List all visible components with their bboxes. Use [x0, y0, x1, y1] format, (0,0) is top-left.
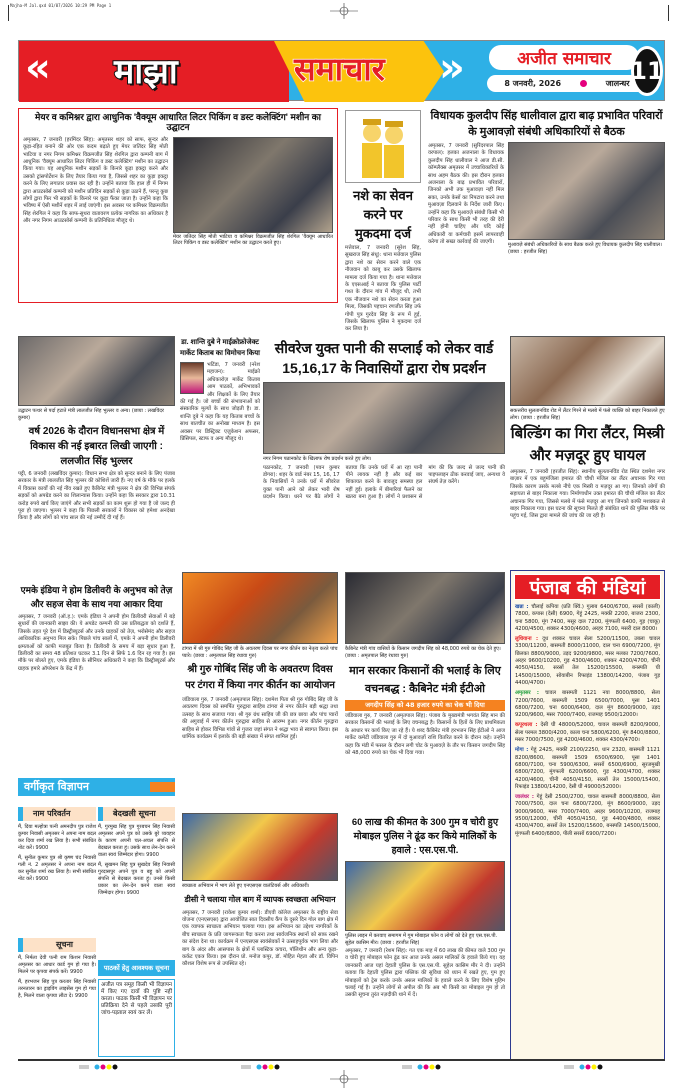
mandi-rates: गेहूं देसी 2500/2700, चावल बासमती 8000/8800, सेला 7000/7500, दाल चना 6800/7200, मूंग 8600/9000, उड़द 9000/9600, मसर 7000/7400, अरहर 9600/10200, राजमाह 9500/12000, चीनी 4050/4150, गुड़ 4400/4800, शक्कर 4300/4700, सरसों तेल 15200/15600, बनस्पति 14500/15000, मूंगफली 6400/6800, पीली सरसों 6900/7200। [515, 794, 660, 837]
headline: वर्ष 2026 के दौरान विधानसभा क्षेत्र में विकास की नई इबारत लिखी जाएगी : ललजीत सिंह भुल्लर [28, 426, 165, 467]
crop-mark [668, 5, 669, 21]
photo-farmer-cheque [345, 572, 505, 644]
issue-city: जालन्धर [605, 79, 630, 88]
article-body-wrap [23, 137, 333, 299]
mandi-rates: चावल बासमती 1121 नया 8000/8800, सेला 7200/7600, बासमती 1509 6500/7000, पूसा 1401 6800/7200, चना 6000/6400, दाल मूंग 8600/9000, उड़द 9200/9600, मसर 7000/7400, राजमाह 9500/12000। [515, 690, 660, 719]
photo-nagar-kirtan [182, 572, 338, 644]
photo-caption: मेयर जतिंदर सिंह मोती भाटिया व कमिश्नर विक्रमजीत सिंह शेरगिल 'वैक्यूम आधारित लिटर पिकिंग व डस्ट कलेक्टिंग' मशीन का उद्घाटन करते हुए। [173, 233, 333, 247]
headline: बिल्डिंग का गिरा लैंटर, मिस्त्री और मज़दूर हुए घायल [510, 425, 665, 464]
article-building [510, 336, 665, 568]
mandi-rates: गेहूं 2425, मक्की 2100/2250, धान 2320, बासमती 1121 8200/8600, बासमती 1509 6500/6900, पूसा 1401 6800/7100, चना 5900/6300, सरसों 6500/6900, सूरजमुखी 6800/7200, मूंगफली 6200/6600, गुड़ 4300/4700, शक्कर 4200/4600, चीनी 4050/4150, सरसों तेल 15000/15400, रिफाइंड 13800/14200, देसी घी 49000/52000। [515, 747, 660, 790]
mandi-rates: देसी घी 48000/52000, चावल बासमती 8200/9000, सेला परमल 3800/4200, काला चना 5800/6200, मूंग 8400/8800, मसर 7000/7500, गुड़ 4200/4600, शक्कर 4300/4700। [515, 722, 660, 744]
photo-caption: सकत्तरीय सुलतानविंड रोड में लैंटर गिरने से मलबे में फंसे व्यक्ति को बाहर निकालते हुए लोग। (छाया : हरजीत सिंह) [510, 408, 665, 421]
article-bhullar [18, 336, 175, 578]
article-body: अमृतसर, 7 जनवरी (रेशम सिंह): गत एक माह में 60 लाख की कीमत वाले 300 गुम व चोरी हुए मोबाइल फोन ढूंढ कर आज उनके असल मालिकों के हवाले किये गए। यह जानकारी आज यहां देहाती पुलिस के एस.एस.पी. सुहेल कासिम मीर ने दी। उन्होंने बताया कि देहाती पुलिस द्वारा पब्लिक की सुविधा को ध्यान में रखते हुए, गुम हुए मोबाइलों को ट्रेस करके उनके असल मालिकों के हवाले करने के लिए विशेष मुहिम चलाई गई है। उन्होंने लोगों से अपील की कि अब भी किसी का मोबाइल गुम हो तो उसकी सूचना तुरंत नज़दीकी थाने में दें। [345, 948, 505, 999]
article-body-wrap [180, 362, 260, 580]
article-mobiles [345, 816, 505, 1056]
subheadline-bar: जगदीप सिंह को 48 हजार रुपये का चेक भी दिया [345, 700, 505, 711]
photo-building-collapse [510, 336, 665, 406]
notice-header: सूचना [18, 938, 96, 952]
name-change-list [18, 824, 96, 934]
mandi-entry [515, 747, 660, 791]
headline: नशे का सेवन करने पर मुकदमा दर्ज [353, 188, 413, 241]
section-title-samachar: समाचार [294, 50, 385, 88]
eviction-header: बेदखली सूचना [98, 807, 175, 821]
registration-mark-icon [330, 1070, 358, 1088]
mandi-rates-box [510, 570, 665, 1060]
headline: डा. शान्ति दुबे ने माईक्रोफ्रोजेक्ट मार्केट किताब का विमोचन किया [180, 339, 260, 357]
photo-credit: (छाया : हरजीत सिंह) [508, 248, 548, 255]
article-farmers [345, 572, 505, 800]
headline: 60 लाख की कीमत के 300 गुम व चोरी हुए मोबाइल पुलिस ने ढूंढ कर किये मालिकों के हवाले : एस.एस.पी. [351, 817, 499, 856]
issue-date: 8 जनवरी, 2026 [504, 79, 562, 88]
article-body: अमृतसर, 7 जनवरी (हरजीत सिंह): स्थानीय सुलतानविंड रोड स्थित दशमेश नगर बाज़ार में एक बहुमंजिला इमारत की चौथी मंजिल का लैंटर अचानक गिर गया जिसके कारण उसके मलबे नीचे एक मिस्त्री व मज़दूर आ गए। जिनको लोगों की सहायता से बाहर निकाला गया। निर्माणाधीन उक्त इमारत की चौथी मंजिल का लैंटर अचानक गिर गया, जिससे मलबे में फंसे मज़दूर आ गए जिनको काफी मशक्कत से बाहर निकाला गया। इस घटना की सूचना मिलते ही संबंधित थाने की पुलिस मौके पर पहुंच गई, जिस द्वारा मामले की जांच की जा रही है। [510, 469, 665, 520]
article-drugs [345, 110, 422, 333]
article-body: जंडियाला गुरु, 7 जनवरी (अमृतपाल सिंह): पंजाब के मुख्यमंत्री भगवंत सिंह मान की सरकार किसानों की भलाई के लिए वचनबद्ध है। किसानों के हितों के लिए प्राथमिकता के आधार पर कार्य किए जा रहे हैं। ये शब्द कैबिनेट मंत्री हरभजन सिंह ईटीओ ने आज मार्केट कमेटी जंडियाला गुरु में दो मुआवज़ों राशि वितरित करने के दौरान कहे। उन्होंने कहा कि मंडी में फसल के दौरान लगी चोट के मुआवज़े के तौर पर किसान जगदीप सिंह को 48,000 रुपये का चेक भी दिया गया। [345, 713, 505, 757]
headline: विधायक कुलदीप सिंह धालीवाल द्वारा बाढ़ प्रभावित परिवारों के मुआवज़ो संबंधी अधिकारियों से बैठक [430, 110, 663, 138]
mandi-entry [515, 636, 660, 687]
mandi-city: जालंधर : [515, 794, 534, 801]
photo-caption: नगर निगम पठानकोट के खिलाफ रोष प्रदर्शन करते हुए लोग। [263, 456, 372, 462]
classified-notice: मैं, दिया मल्होत्रा पत्नी अमनदीप पुत्र राजेश कुमार निवासी अमृतसर ने अपना नाम बदल कर दिया शर्मा रख लिया है। सभी संबंधित नोट करें। 9900 [18, 824, 96, 851]
mandi-city: खन्ना : [515, 604, 529, 610]
article-body: पठानकोट, 7 जनवरी (पवन कुमार डोगरा): शहर के वार्ड नंबर 15, 16, 17 के निवासियों ने उनके घरों में सीवरेज युक्त पानी आने को लेकर भारी रोष प्रदर्शन किया। धरने पर बैठे लोगों ने बताया कि उनके घरों में आ रहा पानी पीने लायक नहीं है और कई बार शिकायत करने के बावजूद समस्या हल नहीं हुई। इलाके में बीमारियां फैलने का खतरा बना हुआ है। लोगों ने प्रशासन से मांग की कि जल्द से जल्द पानी की पाइपलाइन ठीक करवाई जाए, अन्यथा वे संघर्ष तेज़ करेंगे। [263, 464, 505, 501]
registration-mark-icon [330, 3, 358, 19]
photo-bhullar-inauguration [18, 336, 175, 406]
photo-cleanliness-drive [182, 813, 338, 881]
article-body: अमृतसर, 7 जनवरी (हरमिंदर सिंह): अमृतसर शहर को साफ, सुन्दर और कूड़ा-रहित बनाने की ओर एक कदम बढ़ाते हुए मेयर जतिंदर सिंह मोती भाटिया व नगर निगम कमिश्नर विक्रमजीत सिंह शेरगिल द्वारा कम्पनी बाग में आधुनिक 'वैक्यूम आधारित लिटर पिकिंग व डस्ट कलेक्टिंग' मशीन का उद्घाटन किया गया। यह आधुनिक मशीन सड़कों के किनारे कूड़ा इकट्ठा करने और उसको ट्रांसपोर्टेशन के लिए तैयार किया गया है, जिससे शहर का कूड़ा इकट्ठा करने के लिए लगातार प्रयास कर रही है। उन्होंने बताया कि हाल ही में निगम द्वारा आउटसोर्स कम्पनी को मशीन प्रतिदिन सड़कों से कूड़ा उठाने हैं, परन्तु कुछ लोगों द्वारा फिर भी सड़कों के किनारे पर कूड़ा फैंका जाता है। उन्होंने कहा कि भविष्य में ऐसी मशीनें शहर में लाई जाएंगी। इस अवसर पर कमिश्नर विक्रमजीत सिंह शेरगिल ने कहा कि साफ-सुथरा वातावरण प्रत्येक नागरिक का अधिकार है और नगर निगम आउटसोर्स कम्पनी के प्रतिनिधित्व मौजूद थे। [23, 136, 168, 225]
photo-figure [173, 137, 333, 247]
article-sewage [263, 338, 505, 580]
classified-notice: मैं, निर्मला देवी पत्नी राम किशन निवासी अमृतसर का आधार कार्ड गुम हो गया है। मिलने पर कृपया संपर्क करें। 9900 [18, 955, 96, 975]
article-cleanliness [182, 813, 338, 1056]
photo-caption: कैबिनेट मंत्री गांव वासियों के किसान जगदीप सिंह को 48,000 रुपये का चेक देते हुए। (छाया : अमृतपाल सिंह रंधावा गुरु) [345, 646, 501, 659]
portrait-photo [180, 362, 204, 394]
headline: श्री गुरु गोबिंद सिंह जी के अवतरण दिवस पर टंगरा में किया नगर कीर्तन का आयोजन [185, 664, 335, 691]
photo-caption: स्वच्छता अभियान में भाग लेते हुए एनएसएस वालंटियर्स और अधिकारी। [182, 883, 310, 889]
flood-photo-column [508, 142, 665, 302]
mandi-title: पंजाब की मंडियां [514, 574, 661, 600]
mandi-list [515, 604, 660, 1055]
masthead [18, 40, 665, 101]
mandi-entry [515, 722, 660, 744]
readers-notice: अजीत पत्र समूह किसी भी विज्ञापन में किए गए दावों की पुष्टि नहीं करता। पाठक किसी भी विज्ञापन पर प्रतिक्रिया देने से पहले उसकी पूरी जांच-पड़ताल स्वयं कर लें। [98, 979, 175, 1057]
photo-flood-meeting [508, 142, 665, 240]
article-machine [18, 108, 338, 303]
caption-text: मुआवज़े संबंधी अधिकारियों के साथ बैठक करते हुए विधायक कुलदीप सिंह धालीवाल। [508, 242, 662, 248]
article-body: भटिंडा, 7 जनवरी (नरेश महाजन): माईक्रो अधिकारोज़ मार्केट किताब आम पाठकों, अभिभावकों और शिक्षकों के लिए तैयार की गई है। जो बच्चों की संभावनाओं को संस्कारिक मूल्यों के साथ जोड़ती है। डा. शान्ति दुबे ने कहा कि यह किताब बच्चों के साथ बातचीत का अनोखा माध्यम है। इस अवसर पर डिस्ट्रिक्ट एजुकेशन अफसर, प्रिंसिपल, स्टाफ व अन्य मौजूद थे। [180, 362, 260, 443]
name-change-header: नाम परिवर्तन [18, 807, 96, 821]
mandi-city: कपूरथला : [515, 722, 538, 729]
article-body: जंडियाला गुरु, 7 जनवरी (अमृतपाल सिंह): दशमेश पिता श्री गुरु गोबिंद सिंह जी के अवतरण दिवस को समर्पित गुरुद्वारा साहिब टांगरा से नगर कीर्तन बड़ी श्रद्धा तथा उत्साह के साथ सजाया गया। श्री गुरु ग्रंथ साहिब जी की छत्र छाया और पांच प्यारों की अगुवाई में नगर कीर्तन गुरुद्वारा साहिब से आरम्भ हुआ। नगर कीर्तन गुरुद्वारा साहिब से होकर विभिन्न गांवों से गुजरा जहां संगत ने श्रद्धा भाव से स्वागत किया। इस धार्मिक कार्यक्रम में इलाके की बड़ी संख्या में संगत शामिल हुई। [182, 697, 338, 741]
article-body: अमृतसर, 7 जनवरी (ऑ.ह.): एमके इंडिया ने अपनी होम डिलीवरी सेवाओं में बड़े सुधारों की जानकारी साझा की। ये अपडेट कम्पनी की उस प्रतिबद्धता को दर्शाते हैं, जिसके तहत पूरे देश में डिस्ट्रीब्यूटर्स और उनके ग्राहकों को तेज़, भरोसेमंद और सहज आधिकारिक अनुभव मिल सके। पिछले पांच सालों में, एमके ने अपनी होम डिलीवरी क्षमताओं को काफी मजबूत किया है। डिलीवरी के समय में बड़ा सुधार हुआ है, डिलीवरी का समय 48 प्रतिशत घटकर 3.1 दिन से सिर्फ 1.6 दिन रह गया है। इस मौके पर बोलते हुए, एमके इंडिया के सीनियर अधिकारी ने कहा कि डिस्ट्रीब्यूटर्स और ग्राहक हमारे ऑपरेशन के केंद्र में हैं। [18, 614, 175, 672]
mandi-entry [515, 604, 660, 633]
chevron-right-icon: » [439, 45, 465, 91]
dot-icon [580, 80, 587, 87]
page-number: 11 [631, 46, 663, 96]
headline: एमके इंडिया ने होम डिलीवरी के अनुभव को तेज़ और सहज सेवा के साथ नया आकार दिया [20, 585, 173, 609]
headline: मान सरकार किसानों की भलाई के लिए वचनबद्ध : कैबिनेट मंत्री ईटीओ [349, 665, 501, 695]
eviction-list [98, 824, 175, 956]
headline: डीसी ने चलाया गोल बाग में व्यापक स्वच्छता अभियान [184, 894, 336, 904]
notice-list [18, 955, 96, 1055]
dateline [487, 75, 647, 92]
photo-sewage-protest [263, 382, 505, 454]
headline: मेयर व कमिश्नर द्वारा आधुनिक 'वैक्यूम आधारित लिटर पिकिंग व डस्ट कलेक्टिंग' मशीन का उद्घाटन [34, 112, 322, 133]
classified-notice: मैं, गुरमुख सिंह पुत्र गुरबचन सिंह निवासी अमृतसर अपने पुत्र को उसके बुरे व्यवहार के कारण अपनी चल-अचल संपत्ति से बेदखल करता हूं। उसके साथ लेन-देन करने वाला स्वयं जिम्मेदार होगा। 9900 [98, 824, 175, 858]
paper-name: अजीत समाचार [489, 45, 639, 70]
article-dubey [180, 337, 260, 580]
mandi-entry [515, 690, 660, 719]
section-title-majha: माझा [114, 52, 178, 92]
article-mk-india [18, 583, 175, 774]
crop-mark [8, 5, 9, 21]
photo-caption: उद्घाटन पत्थर से पर्दा हटाते मंत्री लालजीत सिंह भुल्लर व अन्य। (छाया : लखविंदर कुमार) [18, 408, 164, 421]
classified-notice: मैं, सुखमन सिंह पुत्र सुखदेव सिंह निवासी गुरदासपुर अपने पुत्र व बहू को अपनी संपत्ति से बेदखल करता हूं। उनसे किसी प्रकार का लेन-देन करने वाला स्वयं जिम्मेदार होगा। 9900 [98, 862, 175, 896]
photo-caption [508, 242, 665, 255]
mandi-rates: चौलाई कपिया (प्रति क्विं.) गुलाब 6400/6700, सरसों (काली) 7800, कपास (देसी) 6900, गेहूं 2425, मक्की 2200, बाजरा 2300, चना 5800, मूंग 7400, मसूर दाल 7200, मूंगफली 6400, गुड़ (चाकू) 4200/4500, शक्कर 4300/4600, अरहर 7100, मसरी दाल 8000। [515, 604, 660, 632]
mandi-entry [515, 794, 660, 838]
mandi-city: मोगा : [515, 747, 529, 754]
mandi-rates: दूध शक्कर चावल सेला 5200/11500, उबला चावल 3300/11200, बासमती 8000/11000, दाल चना 6900/7200, मूंग छिलका 8800/9000, उड़द 9200/9800, मसर मलका 7200/7600, अरहर 9600/10200, गुड़ 4300/4600, शक्कर 4200/4700, चीनी 4050/4150, सरसों तेल 15200/15500, बनस्पति घी 14500/15000, सोयाबीन रिफाइंड 13800/14200, पंजाब गुड़ 4400/4700। [515, 636, 660, 686]
photo-mobile-return [345, 861, 505, 931]
photo-machine-inauguration [173, 137, 333, 233]
classified-notice: मैं, हरभजन सिंह पुत्र करतार सिंह निवासी तरनतारन का ड्राइविंग लाइसेंस गुम हो गया है, मिलने वाला कृपया लौटा दे। 9900 [18, 979, 96, 999]
classifieds-title-text: वर्गीकृत विज्ञापन [24, 780, 89, 793]
article-body: अमृतसर, 7 जनवरी (राकेश कुमार शर्मा): डीएवी कॉलेज अमृतसर के राष्ट्रीय सेवा योजना (एनएसएस) द्वारा आयोजित सात दिवसीय कैंप के दूसरे दिन गोल बाग क्षेत्र में एक व्यापक स्वच्छता अभियान चलाया गया। इस अभियान का उद्देश्य नागरिकों के बीच स्वच्छता के प्रति जागरूकता पैदा करना तथा सार्वजनिक स्थानों को साफ़ रखने का संदेश देना था। कार्यक्रम में एनएसएस स्वयंसेवकों ने उत्साहपूर्वक भाग लिया और बाग के अंदर और आसपास के क्षेत्रों में प्लास्टिक कचरा, पॉलिथीन और अन्य कूड़ा-कर्कट एकत्र किया। इस दौरान प्रो. मनोज कपूर, डॉ. मोहित मेहता और डॉ. विपिन कौशल विशेष रूप से उपस्थित रहे। [182, 909, 338, 968]
classifieds-title [18, 778, 175, 796]
police-cartoon-icon [345, 110, 421, 183]
photo-caption: टांगरा में श्री गुरु गोबिंद सिंह जी के अवतरण दिवस पर नगर कीर्तन का नेतृत्व करते पांच प्यारे। (छाया : अमृतपाल सिंह रंधावा गुरु) [182, 646, 338, 659]
article-body: अमृतसर, 7 जनवरी (सुरिंदरपाल सिंह वरपाल): हलका अजनाला के विधायक कुलदीप सिंह धालीवाल ने आज डी.सी. कॉम्प्लैक्स अमृतसर में उच्चाधिकारियों के साथ अहम बैठक की। इस दौरान हलका अजनाला के बाढ़ प्रभावित परिवारों, जिनको अभी तक मुआवज़ा नहीं मिल सका, उनके केसों का निपटारा करने तथा मुआवज़ा दिलवाने के निर्देश जारी किए। उन्होंने कहा कि मुआवज़े संबंधी किसी भी परिवार के साथ किसी भी तरह की देरी नहीं होनी चाहिए और यदि कोई अधिकारी या कर्मचारी इसमें लापरवाही करेगा तो सख्त कार्रवाई की जाएगी। [428, 143, 504, 246]
mandi-city: अमृतसर : [515, 690, 539, 697]
headline: सीवरेज युक्त पानी की सप्लाई को लेकर वार्ड 15,16,17 के निवासियों द्वारा रोष प्रदर्शन [274, 340, 494, 376]
classified-notice: मैं, सुनील कुमार पुत्र श्री कृष्ण चंद निवासी गली नं. 2 अमृतसर ने अपना नाम बदल कर सुनील शर्मा रख लिया है। सभी संबंधित नोट करें। 9900 [18, 855, 96, 882]
readers-notice-header: पाठकों हेतु आवश्यक सूचना [98, 960, 175, 976]
mandi-city: लुधियाना : [515, 636, 539, 643]
chevron-left-icon: « [25, 45, 51, 91]
article-body: पट्टी, 6 जनवरी (लखविंदर कुमार): विधान सभा क्षेत्र को सुन्दर बनाने के लिए पंजाब सरकार के मंत्री लालजीत सिंह भुल्लर की कोशिशें जारी हैं। नए वर्ष के मौके पर हलके में विकास कार्यों की नई नींव रखते हुए कैबिनेट मंत्री भुल्लर ने क्षेत्र की विभिन्न संपर्क सड़कों को अपग्रेड करने का शिलान्यास किया। उन्होंने कहा कि सरकार द्वारा 10.31 करोड़ रुपये खर्च किए जाएंगे और सभी सड़कों का काम शुरू हो गया है जो जल्द ही पूरा हो जाएगा। भुल्लर ने कहा कि पिछली सरकारों ने विकास को हमेशा अनदेखा किया है और लोगों को पांच साल की नई उम्मीदें दी गई हैं। [18, 471, 175, 522]
article-body: मत्तेवाल, 7 जनवरी (सुरेश सिंह, सुखराज सिंह संधू): थाना मत्तेवाल पुलिस द्वारा नशे का सेवन करने वाले एक नौजवान को काबू कर उसके खिलाफ मामला दर्ज किया गया है। थाना मत्तेवाल के एएसआई ने बताया कि पुलिस पार्टी गश्त के दौरान गांव में मौजूद थी, तभी एक नौजवान नशे का सेवन करता हुआ मिला, जिसकी पहचान रणजीत सिंह उर्फ गोपी पुत्र गुरदेव सिंह के रूप में हुई, जिसके खिलाफ पुलिस ने मुकदमा दर्ज कर लिया है। [345, 245, 422, 333]
photo-caption: पुलिस लाइन में करवाए समागम में गुम मोबाइल फोन व लोगों को देते हुए एस.एस.पी. सुहेल कासिम मीर। (छाया : हरजीत सिंह) [345, 933, 498, 946]
print-slug: Majha-M Jal.qxd 01/07/2026 10:29 PM Page 1 [10, 3, 112, 8]
article-nagar-kirtan [182, 572, 338, 798]
bottom-rule [18, 1059, 665, 1061]
